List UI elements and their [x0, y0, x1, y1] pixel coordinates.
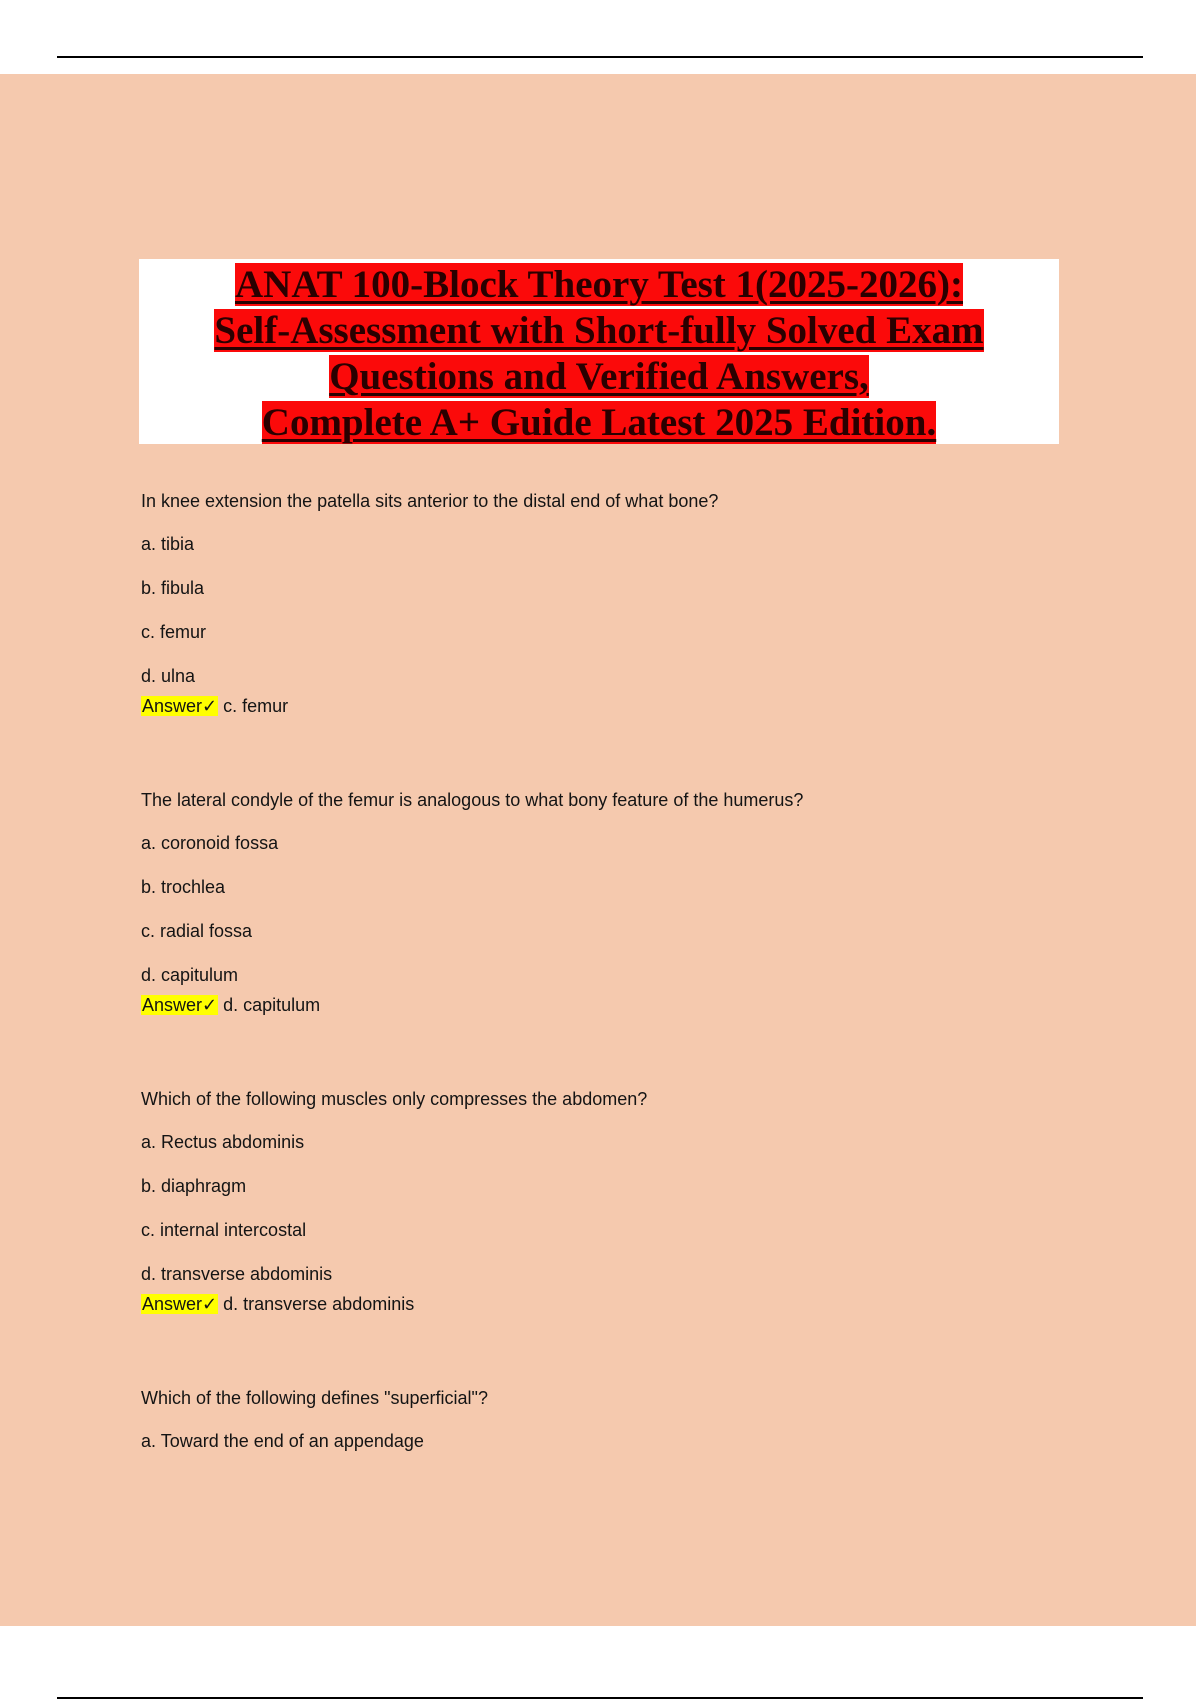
answer-value: c. femur [223, 696, 289, 716]
answer-line [141, 1293, 1141, 1315]
answer-label: Answer✓ [142, 696, 218, 716]
question-text: In knee extension the patella sits anterior to the distal end of what bone? [141, 491, 719, 511]
option-a: a. tibia [141, 534, 195, 554]
option-c: c. internal intercostal [141, 1220, 307, 1240]
document-title [139, 259, 1059, 444]
option-a: a. coronoid fossa [141, 833, 279, 853]
option-d: d. ulna [141, 666, 196, 686]
option-b: b. trochlea [141, 877, 226, 897]
header-rule [57, 56, 1143, 58]
question-text: Which of the following defines "superficial"? [141, 1388, 488, 1408]
answer-value: d. capitulum [223, 995, 321, 1015]
footer-rule [57, 1697, 1143, 1699]
option-b: b. fibula [141, 578, 205, 598]
answer-line [141, 695, 1141, 717]
option-a: a. Rectus abdominis [141, 1132, 305, 1152]
answer-value: d. transverse abdominis [223, 1294, 415, 1314]
answer-label: Answer✓ [142, 995, 218, 1015]
option-a: a. Toward the end of an appendage [141, 1431, 424, 1451]
option-d: d. transverse abdominis [141, 1264, 333, 1284]
answer-label: Answer✓ [142, 1294, 218, 1314]
question-2 [141, 789, 1141, 1016]
option-b: b. diaphragm [141, 1176, 247, 1196]
option-c: c. radial fossa [141, 921, 253, 941]
option-c: c. femur [141, 622, 207, 642]
question-1 [141, 490, 1141, 717]
question-4 [141, 1387, 1141, 1452]
title-line-2: Self-Assessment with Short-fully Solved Exam [214, 309, 984, 352]
answer-line [141, 994, 1141, 1016]
option-d: d. capitulum [141, 965, 239, 985]
title-line-4: Complete A+ Guide Latest 2025 Edition. [261, 401, 937, 444]
question-list [141, 490, 1141, 1524]
title-line-3: Questions and Verified Answers, [329, 355, 869, 398]
question-text: The lateral condyle of the femur is analogous to what bony feature of the humerus? [141, 790, 804, 810]
question-text: Which of the following muscles only compresses the abdomen? [141, 1089, 648, 1109]
question-3 [141, 1088, 1141, 1315]
title-line-1: ANAT 100-Block Theory Test 1(2025-2026): [234, 263, 963, 306]
